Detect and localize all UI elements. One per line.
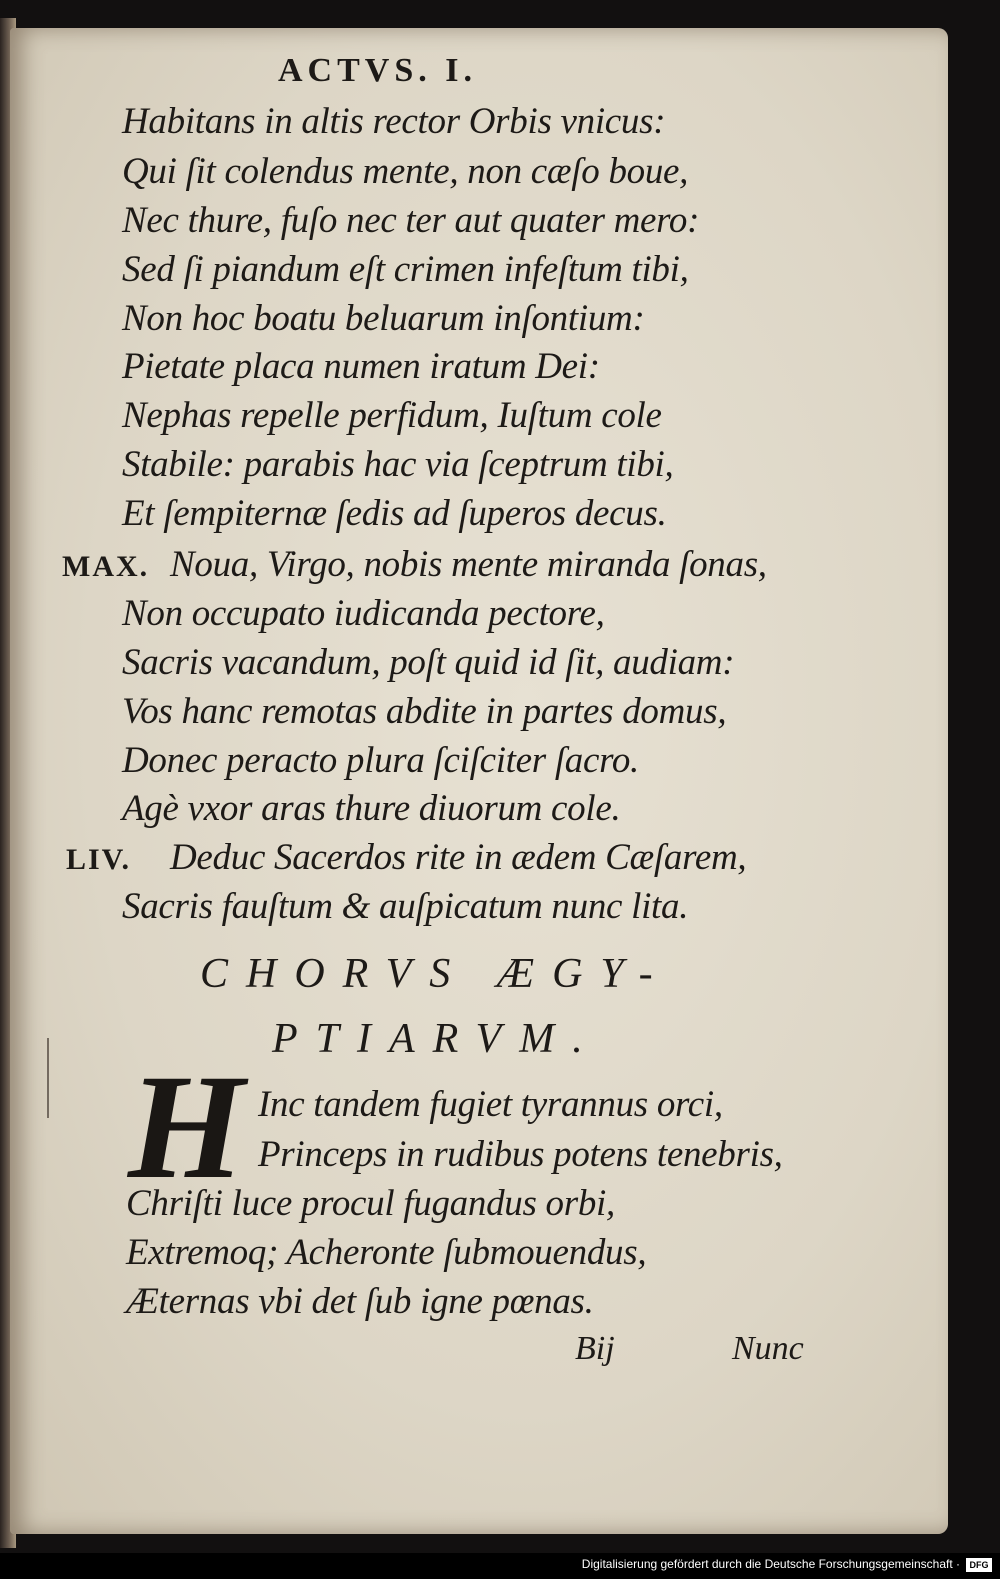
verse-line: Vos hanc remotas abdite in partes domus,: [122, 691, 727, 732]
verse-line: Princeps in rudibus potens tenebris,: [258, 1134, 783, 1175]
running-head: ACTVS. I.: [278, 52, 477, 89]
dfg-logo: DFG: [966, 1558, 992, 1572]
verse-line: Et ſempiternæ ſedis ad ſuperos decus.: [122, 493, 667, 534]
verse-line: Stabile: parabis hac via ſceptrum tibi,: [122, 444, 674, 485]
verse-line: Extremoq; Acheronte ſubmouendus,: [126, 1232, 647, 1273]
verse-line: Nec thure, fuſo nec ter aut quater mero:: [122, 200, 700, 241]
verse-line: Qui ſit colendus mente, non cæſo boue,: [122, 151, 689, 192]
verse-line: Habitans in altis rector Orbis vnicus:: [122, 101, 666, 142]
signature-mark: Bij: [575, 1330, 615, 1367]
verse-line: Inc tandem fugiet tyrannus orci,: [258, 1084, 723, 1125]
speaker-label-liv: LIV.: [66, 843, 131, 876]
footer-credit: Digitalisierung gefördert durch die Deutsche Forschungsgemeinschaft ·: [581, 1557, 960, 1571]
chorus-title-line2: PTIARVM.: [272, 1016, 601, 1062]
footer-bar: [0, 1553, 1000, 1579]
verse-line: Donec peracto plura ſciſciter ſacro.: [122, 740, 640, 781]
verse-line: Sacris fauſtum & auſpicatum nunc lita.: [122, 886, 689, 927]
catchword: Nunc: [732, 1330, 804, 1367]
verse-line: Noua, Virgo, nobis mente miranda ſonas,: [170, 544, 767, 585]
verse-line: Non occupato iudicanda pectore,: [122, 593, 605, 634]
verse-line: Agè vxor aras thure diuorum cole.: [122, 788, 621, 829]
drop-cap: H: [128, 1044, 245, 1210]
verse-line: Chriſti luce procul fugandus orbi,: [126, 1183, 615, 1224]
speaker-label-max: MAX.: [62, 550, 150, 583]
verse-line: Nephas repelle perfidum, Iuſtum cole: [122, 395, 662, 436]
verse-line: Æternas vbi det ſub igne pœnas.: [126, 1281, 594, 1322]
chorus-title-line1: CHORVS ÆGY-: [200, 951, 671, 997]
verse-line: Pietate placa numen iratum Dei:: [122, 346, 600, 387]
verse-line: Deduc Sacerdos rite in ædem Cæſarem,: [170, 837, 747, 878]
margin-mark: [47, 1038, 49, 1118]
verse-line: Non hoc boatu beluarum inſontium:: [122, 298, 645, 339]
verse-line: Sacris vacandum, poſt quid id ſit, audiam:: [122, 642, 735, 683]
verse-line: Sed ſi piandum eſt crimen infeſtum tibi,: [122, 249, 689, 290]
